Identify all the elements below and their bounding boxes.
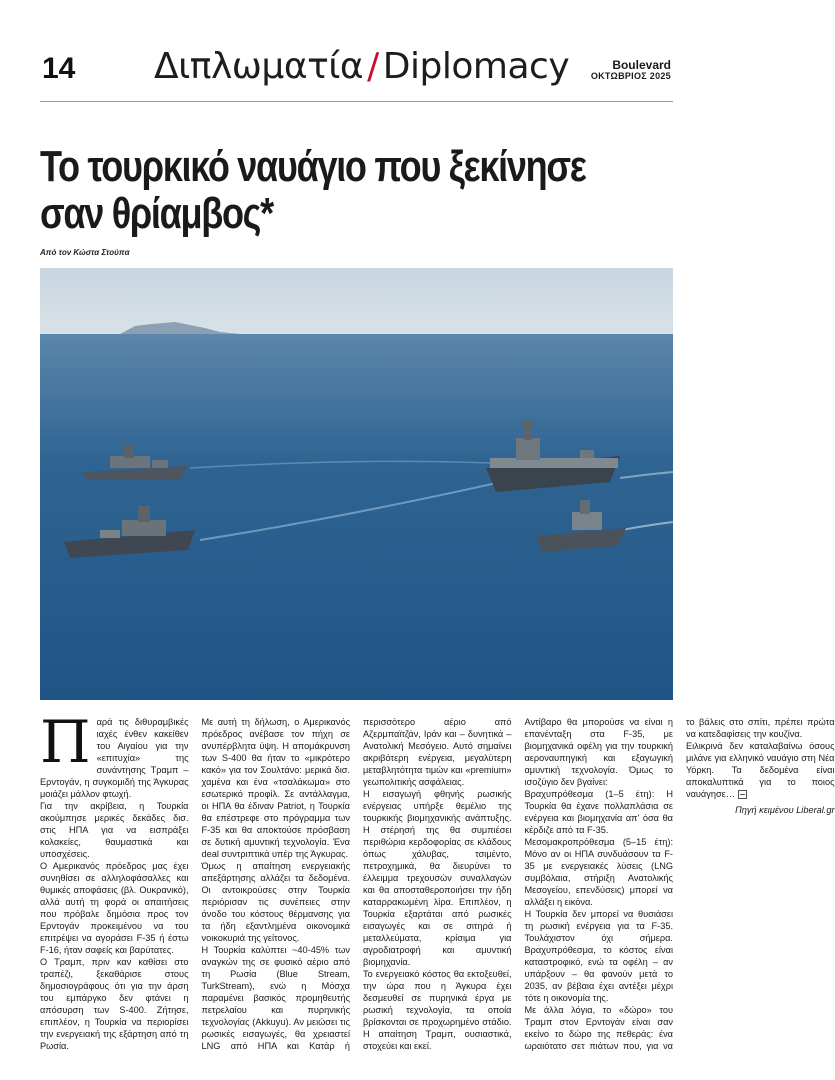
paragraph-3: Ο Αμερικανός πρόεδρος μας έχει συνηθίσει σε αλληλοφάσαλλες και θυμικές αποφάσεις (βλ. Ουκρανικό), αλλά αυτή τη φορά οι απαιτήσεις που πρόβαλε δημόσια προς τον Ερντογάν προκειμένου να του επιτρέψει να αγοράσει F-35 ή έστω F-16, ήταν σαφείς και βαρύτατες. <box>40 861 189 955</box>
paragraph-14: Με άλλα λόγια, το «δώρο» του Τραμπ στον Ερντογάν είναι σαν εκείνο το δώρο της πεθεράς: ένα ωραιότατο σετ πιάτων που, για να το βάλεις στο σπίτι, πρέπει πρώτα να κατεδαφίσεις την κουζίνα. <box>524 717 835 1051</box>
paragraph-15: Ειλικρινά δεν καταλαβαίνω όσους μιλάνε για ελληνικό ναυάγιο στη Νέα Υόρκη. Τα δεδομένα είναι αποκαλυπτικά για το ποιος ναυάγησε… <box>686 741 835 799</box>
section-separator: / <box>367 46 379 87</box>
paragraph-7: Η Τουρκία καλύπτει ~40-45% των αναγκών της σε φυσικό αέριο από τη Ρωσία (Blue Stream, TurkStream), ενώ η Μόσχα παραμένει βασικός προμηθευτής πετρελαίου και πυρηνικής τεχνολογίας (Akkuyu). Αν μειώσει τις ρωσικές εισαγωγές, θα χρειαστεί LNG από ΗΠΑ και Κατάρ ή περισσότερο αέριο από Αζερμπαϊτζάν, Ιράν και – δυνητικά – Ανατολική Μεσόγειο. Αυτό σημαίνει ακριβότερη ενέργεια, μεγαλύτερη μεταβλητότητα τιμών και «premium» γεωπολιτικής ασφάλειας. <box>201 717 512 1051</box>
drop-cap: Π <box>40 708 91 776</box>
article-title <box>40 142 586 238</box>
source-note: Πηγή κειμένου Liberal.gr <box>735 805 835 815</box>
section-english: Diplomacy <box>382 46 570 87</box>
title-line-2: σαν θρίαμβος* <box>40 189 273 238</box>
paragraph-9: Το ενεργειακό κόστος θα εκτοξευθεί, την ώρα που η Άγκυρα έχει δεσμευθεί σε πυρηνικά έργα με ρωσική τεχνολογία, τα οποία βρίσκονται σε προχωρημένο στάδιο. Η απαίτηση Τραμπ, ουσιαστικά, στοχεύει και εκεί. <box>363 969 512 1051</box>
paragraph-4: Ο Τραμπ, πριν καν καθίσει στο τραπέζι, ξεκαθάρισε στους δημοσιογράφους ότι για την άρση του εμπάργκο δεν φτάνει η απόσυρση των S-400. Ζήτησε, επιπλέον, η Τουρκία να περιορίσει την ενεργειακή της εξάρτηση από τη Ρωσία. <box>40 957 189 1051</box>
section-title <box>154 44 569 90</box>
page-number: 14 <box>42 52 76 85</box>
paragraph-12: Μεσομακροπρόθεσμα (5–15 έτη): Μόνο αν οι ΗΠΑ συνδυάσουν τα F-35 με ενεργειακές λύσεις (LNG συμβόλαια, στήριξη Ανατολικής Μεσογείου, επενδύσεις) μπορεί να αλλάξει η εικόνα. <box>524 837 673 907</box>
paragraph-6: Όμως η απαίτηση ενεργειακής απεξάρτησης αλλάζει τα δεδομένα. Οι αντοικρούσες στην Τουρκία περιόρισαν τις συνέπειες στην άνοδο του κόστους θέρμανσης για τα ήδη εξαντλημένα οικονομικά νοικοκυριά της γείτονος. <box>201 861 350 943</box>
article-end-icon <box>738 790 747 799</box>
issue-date: ΟΚΤΩΒΡΙΟΣ 2025 <box>590 71 671 81</box>
article-body <box>40 708 835 1061</box>
brand-name: Boulevard <box>612 58 671 72</box>
paragraph-10: Αντίβαρο θα μπορούσε να είναι η επανένταξη στα F-35, με βιομηχανικά οφέλη για την τουρκική αεροναυπηγική και εξαγωγική αμυντική τεχνολογία. Όμως το ισοζύγιο δεν βγαίνει: <box>524 717 673 787</box>
paragraph-13: Η Τουρκία δεν μπορεί να θυσιάσει τη ρωσική ενέργεια για τα F-35. Τουλάχιστον όχι σήμερα. Βραχυπρόθεσμα, το κόστος είναι καταστροφικό, ενώ τα οφέλη – αν υπάρξουν – θα φανούν μετά το 2035, αν βέβαια έχει αντέξει μέχρι τότε η οικονομία της. <box>524 909 673 1003</box>
paragraph-5: Με αυτή τη δήλωση, ο Αμερικανός πρόεδρος ανέβασε τον πήχη σε ανυπέρβλητα ύψη. Η απομάκρυνση των S-400 θα ήταν το «μικρότερο κακό» για τον Σουλτάνο: μερικά δισ. χαμένα και ένα «τσαλάκωμα» στο εσωτερικό προφίλ. Σε αντάλλαγμα, οι ΗΠΑ θα έδιναν Patriot, η Τουρκία θα επέστρεφε στο πρόγραμμα των F-35 και θα αποκτούσε πρόσβαση σε δυτική αμυντική τεχνολογία. Ένα deal συντριπτικά υπέρ της Άγκυρας. <box>201 717 350 859</box>
ships-illustration <box>40 268 673 700</box>
paragraph-1: Παρά τις διθυραμβικές ιαχές ένθεν κακείθεν του Αιγαίου για την «επιτυχία» της συνάντησης Τραμπ – Ερντογάν, η συγκομιδή της Άγκυρας μοιάζει μάλλον φτωχή. <box>40 708 189 799</box>
brand-block <box>591 60 671 82</box>
paragraph-11: Βραχυπρόθεσμα (1–5 έτη): Η Τουρκία θα έχανε πολλαπλάσια σε ενέργεια και βιομηχανία απ' όσα θα κέρδιζε από τα F-35. <box>524 789 673 835</box>
page-header <box>0 0 711 104</box>
paragraph-8: Η εισαγωγή φθηνής ρωσικής ενέργειας υπήρξε θεμέλιο της τουρκικής βιομηχανικής ανάπτυξης. Η στέρησή της θα συμπιέσει περιθώρια κερδοφορίας σε κλάδους όπως χάλυβας, τσιμέντο, πετροχημικά, θα διευρύνει το έλλειμμα τρεχουσών συναλλαγών και θα αποσταθεροποιήσει την ήδη καταρρακωμένη λίρα. Επιπλέον, η Τουρκία εξαρτάται από ρωσικές εισαγωγές και σε σιτηρά ή μεταλλεύματα, κρίσιμα για αγροδιατροφή και αμυντική βιομηχανία. <box>363 789 512 967</box>
paragraph-2: Για την ακρίβεια, η Τουρκία ακούμπησε μερικές δεκάδες δισ. στις ΗΠΑ για να εισπράξει κολακείες, θαυμαστικά και υποσχέσεις. <box>40 801 189 859</box>
article-photo-naval-ships <box>40 268 673 700</box>
section-greek: Διπλωματία <box>154 46 364 87</box>
header-rule <box>40 101 673 102</box>
title-line-1: Το τουρκικό ναυάγιο που ξεκίνησε <box>40 142 586 191</box>
byline: Από τον Κώστα Στούπα <box>40 248 130 257</box>
